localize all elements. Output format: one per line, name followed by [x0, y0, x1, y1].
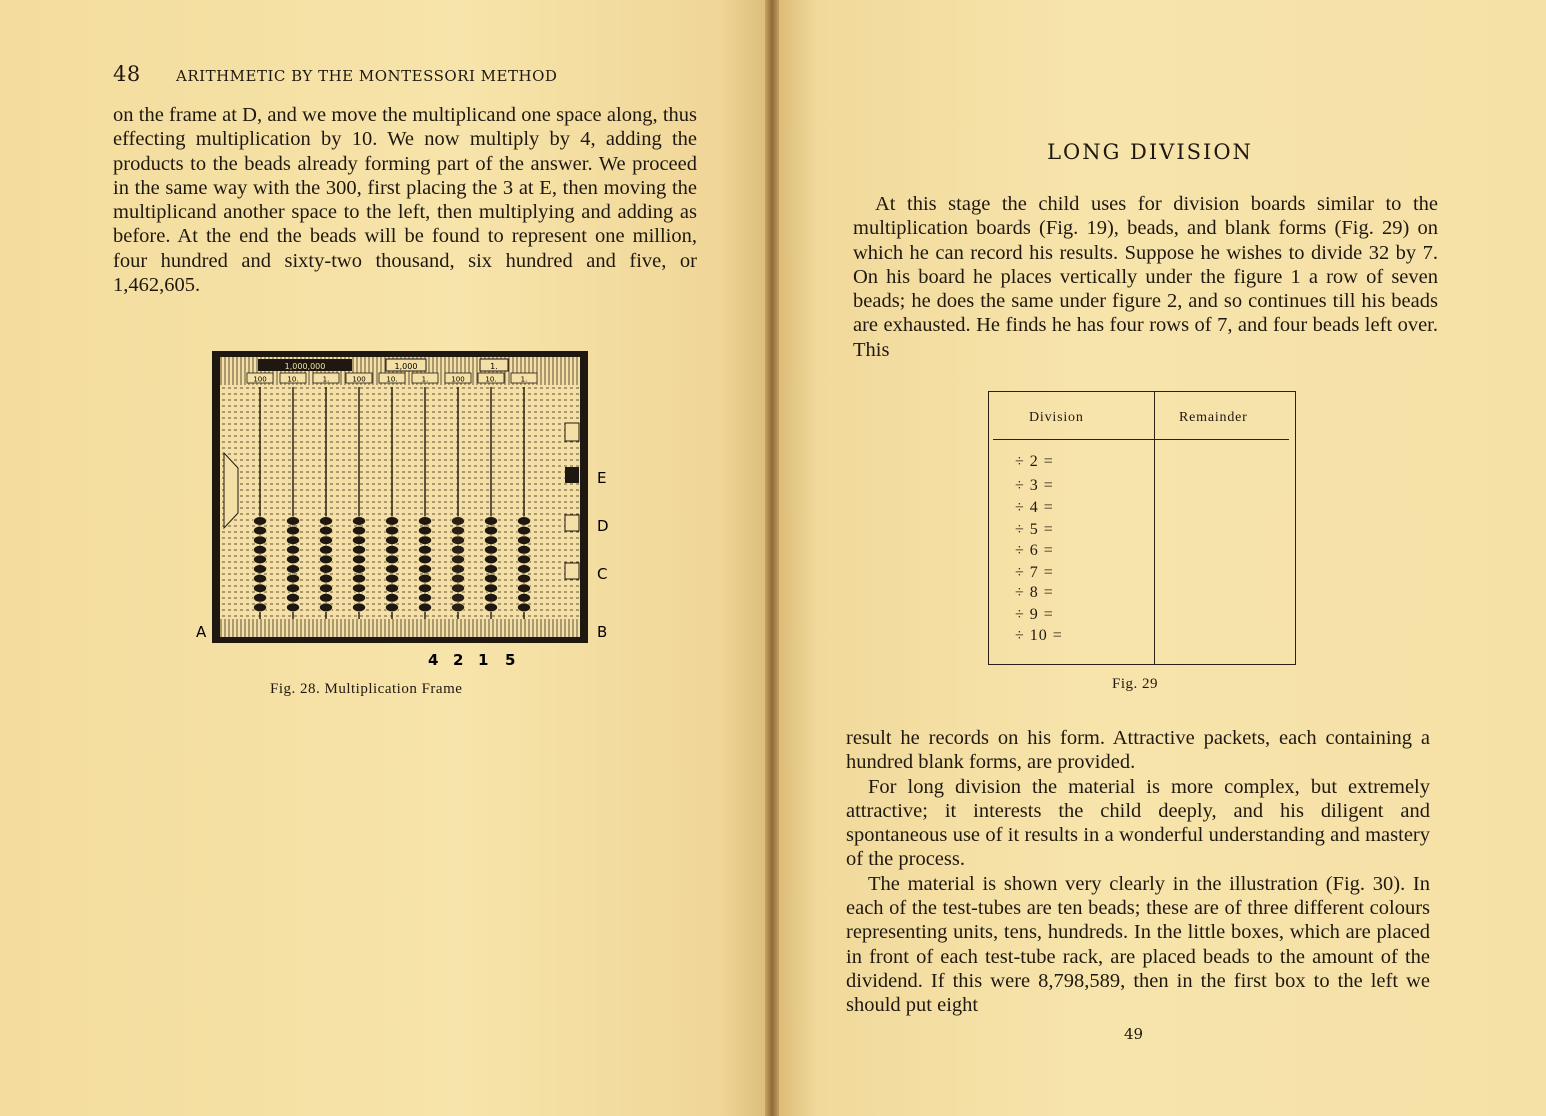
form-header-rule — [993, 439, 1289, 440]
bead — [419, 555, 432, 564]
bead — [386, 526, 399, 535]
peg-d — [565, 515, 579, 531]
running-head-title: ARITHMETIC BY THE MONTESSORI METHOD — [176, 67, 558, 85]
bead — [353, 555, 366, 564]
bead — [419, 536, 432, 545]
label-b: B — [597, 623, 608, 641]
bead — [353, 574, 366, 583]
bead — [353, 526, 366, 535]
group-label-thousands: 1,000 — [394, 362, 418, 371]
column-label: 100 — [451, 375, 465, 384]
label-e: E — [597, 469, 607, 487]
bead — [419, 594, 432, 603]
bead — [485, 526, 498, 535]
column-label: 100 — [352, 375, 366, 384]
bead — [485, 546, 498, 555]
bead — [419, 526, 432, 535]
bead — [386, 546, 399, 555]
right-paragraph-3-text: For long division the material is more complex, but extremely attractive; it interests the child deeply, and his diligent and spontaneous use of it results in a wonderful understanding and mastery of the process. — [846, 775, 1430, 871]
bead — [485, 565, 498, 574]
bead — [452, 517, 465, 526]
bead — [452, 526, 465, 535]
bead — [254, 517, 267, 526]
bead — [353, 546, 366, 555]
bead — [518, 584, 531, 593]
bead — [419, 565, 432, 574]
bead — [386, 517, 399, 526]
chapter-title: LONG DIVISION — [1047, 140, 1253, 164]
peg-e — [565, 467, 579, 483]
bead — [320, 536, 333, 545]
division-row: ÷ 9 = — [1015, 606, 1054, 623]
bead — [320, 574, 333, 583]
bead — [254, 594, 267, 603]
bead — [419, 584, 432, 593]
bead — [320, 565, 333, 574]
bead — [254, 555, 267, 564]
peg-c — [565, 563, 579, 579]
bead — [518, 526, 531, 535]
bead — [386, 603, 399, 612]
left-page-number: 48 — [113, 62, 141, 86]
division-row: ÷ 10 = — [1015, 627, 1063, 644]
bead — [254, 565, 267, 574]
bead — [320, 594, 333, 603]
bead — [320, 546, 333, 555]
form-column-rule — [1154, 392, 1155, 664]
bead — [518, 546, 531, 555]
bead — [485, 574, 498, 583]
bead — [254, 526, 267, 535]
bead — [287, 536, 300, 545]
column-labels — [247, 373, 537, 384]
bead — [419, 546, 432, 555]
bead — [452, 584, 465, 593]
bead — [353, 603, 366, 612]
right-page-number: 49 — [1124, 1025, 1144, 1043]
left-paragraph — [113, 103, 697, 297]
column-label: 10. — [287, 375, 299, 384]
left-paragraph-text: on the frame at D, and we move the multiplicand one space along, thus effecting multiplication by 10. We now multiply by 4, adding the products to the beads already forming part of the answer. We proceed in the same way with the 300, first placing the 3 at E, then moving the multiplicand another space to the left, then multiplying and adding as before. At the end the beads will be found to represent one million, four hundred and sixty-two thousand, six hundred and five, or 1,462,605. — [113, 104, 697, 297]
bead — [485, 594, 498, 603]
bead — [353, 536, 366, 545]
bead — [452, 603, 465, 612]
bead — [518, 565, 531, 574]
column-label: 1. — [520, 375, 528, 384]
bead — [452, 565, 465, 574]
bead — [254, 574, 267, 583]
peg-top — [565, 423, 579, 441]
multiplication-frame-figure — [180, 343, 620, 673]
bead — [419, 517, 432, 526]
bead — [452, 574, 465, 583]
bead — [386, 584, 399, 593]
bead — [452, 555, 465, 564]
bead — [386, 555, 399, 564]
bead — [287, 584, 300, 593]
column-label: 10. — [485, 375, 497, 384]
bead — [353, 565, 366, 574]
division-row: ÷ 8 = — [1015, 584, 1054, 601]
label-c: C — [597, 565, 608, 583]
fig-29-caption: Fig. 29 — [1112, 676, 1159, 692]
bead — [320, 555, 333, 564]
right-paragraph-1 — [853, 192, 1438, 362]
division-row: ÷ 5 = — [1015, 521, 1054, 538]
bead — [386, 594, 399, 603]
col-remainder: Remainder — [1179, 410, 1248, 425]
bead — [353, 517, 366, 526]
running-head — [113, 62, 713, 86]
right-paragraph-1-text: At this stage the child uses for division boards similar to the multiplication boards (Fig. 19), beads, and blank forms (Fig. 29) on which he can record his results. Suppose he wishes to divide 32 by 7. On his board he places vertically under the figure 1 a row of seven beads; he does the same under figure 2, and so continues till his beads are exhausted. He finds he has four rows of 7, and four beads left over. This — [853, 193, 1438, 361]
bead — [452, 546, 465, 555]
bottom-digit-2: 2 — [453, 651, 464, 669]
bead — [518, 517, 531, 526]
bead — [287, 555, 300, 564]
label-d: D — [597, 517, 609, 535]
bottom-digit-1: 4 — [428, 651, 439, 669]
book-gutter — [765, 0, 779, 1116]
bead — [287, 565, 300, 574]
bead — [485, 517, 498, 526]
bead — [485, 584, 498, 593]
right-paragraph-4-text: The material is shown very clearly in the illustration (Fig. 30). In each of the test-tubes are ten beads; these are of three different colours representing units, tens, hundreds. In the little boxes, which are placed in front of each test-tube rack, are placed beads to the amount of the dividend. If this were 8,798,589, then in the first box to the left we should put eight — [846, 872, 1430, 1017]
bead — [452, 594, 465, 603]
group-label-units: 1. — [490, 362, 498, 371]
right-paragraph-2 — [846, 726, 1430, 1018]
bead — [419, 574, 432, 583]
bead — [287, 517, 300, 526]
bead — [320, 584, 333, 593]
bead — [287, 574, 300, 583]
right-paragraph-2-text: result he records on his form. Attractive packets, each containing a hundred blank forms, are provided. — [846, 727, 1430, 774]
bead — [353, 584, 366, 593]
bead — [254, 546, 267, 555]
bead — [254, 536, 267, 545]
bead — [287, 594, 300, 603]
bead — [518, 594, 531, 603]
bead — [320, 526, 333, 535]
column-label: 1. — [421, 375, 429, 384]
column-label: 10. — [386, 375, 398, 384]
bead — [452, 536, 465, 545]
bottom-digit-4: 5 — [505, 651, 516, 669]
bead — [485, 603, 498, 612]
bead — [518, 555, 531, 564]
division-row: ÷ 2 = — [1015, 453, 1054, 470]
bead — [419, 603, 432, 612]
bead — [320, 603, 333, 612]
bead — [287, 546, 300, 555]
fig-28-caption: Fig. 28. Multiplication Frame — [270, 681, 463, 697]
column-label: 100 — [253, 375, 267, 384]
division-row: ÷ 7 = — [1015, 564, 1054, 581]
bead — [287, 603, 300, 612]
column-label: 1. — [322, 375, 330, 384]
label-a: A — [196, 623, 207, 641]
bead — [386, 565, 399, 574]
division-form — [988, 391, 1296, 665]
division-row: ÷ 3 = — [1015, 477, 1054, 494]
col-division: Division — [1029, 410, 1084, 425]
bead — [386, 574, 399, 583]
group-label-millions: 1,000,000 — [284, 362, 326, 371]
bottom-digit-3: 1 — [478, 651, 489, 669]
bead — [254, 584, 267, 593]
bead — [287, 526, 300, 535]
frame-board — [220, 357, 580, 635]
division-row: ÷ 4 = — [1015, 499, 1054, 516]
bead — [518, 603, 531, 612]
division-row: ÷ 6 = — [1015, 542, 1054, 559]
bead — [386, 536, 399, 545]
bead — [320, 517, 333, 526]
bead — [518, 574, 531, 583]
bead — [485, 555, 498, 564]
bead — [485, 536, 498, 545]
bead — [254, 603, 267, 612]
frame-base — [220, 619, 580, 637]
bead — [353, 594, 366, 603]
bead — [518, 536, 531, 545]
